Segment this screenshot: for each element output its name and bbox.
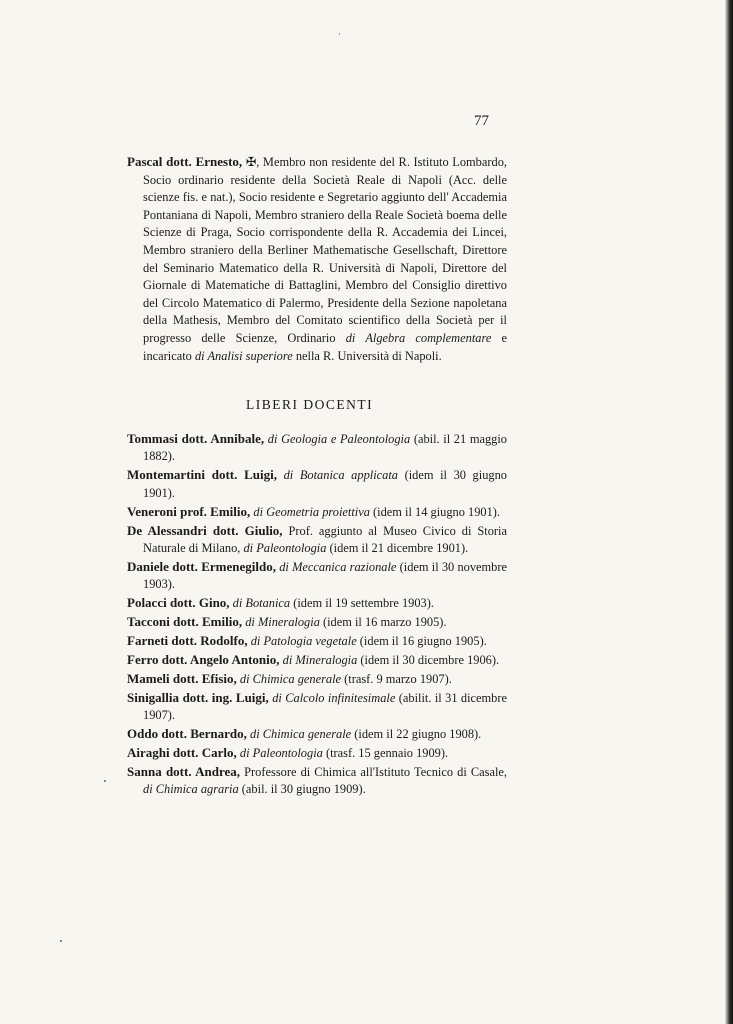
docente-name: Polacci dott. Gino, bbox=[127, 595, 230, 611]
docente-entry bbox=[127, 594, 507, 612]
docente-entry bbox=[127, 522, 507, 558]
docente-date: (idem il 21 dicembre 1901). bbox=[326, 540, 469, 555]
docente-entry bbox=[127, 632, 507, 650]
docente-subject: di Paleontologia bbox=[239, 745, 323, 760]
speck bbox=[104, 780, 106, 782]
docente-subject: di Chimica agraria bbox=[143, 782, 239, 797]
docente-date: (idem il 30 novembre 1903). bbox=[143, 559, 507, 592]
docente-entry bbox=[127, 503, 507, 521]
docente-date: (abilit. il 31 dicembre 1907). bbox=[143, 690, 508, 723]
docente-subject: di Botanica applicata bbox=[283, 468, 398, 483]
main-entry bbox=[127, 153, 507, 365]
entry-text: e incaricato bbox=[143, 330, 507, 363]
section-title: LIBERI DOCENTI bbox=[246, 397, 374, 412]
docente-entry bbox=[127, 763, 507, 799]
docente-date: (idem il 16 marzo 1905). bbox=[319, 615, 447, 630]
entry-text: nella R. Università di Napoli. bbox=[292, 348, 442, 363]
entry-subject: di Algebra complementare bbox=[345, 330, 492, 345]
docente-subject: di Paleontologia bbox=[243, 540, 327, 555]
docente-date: (idem il 16 giugno 1905). bbox=[356, 633, 487, 648]
docente-date: (idem il 22 giugno 1908). bbox=[351, 727, 482, 741]
docente-name: Daniele dott. Ermenegildo, bbox=[127, 558, 276, 574]
docente-subject: di Mineralogia bbox=[282, 652, 358, 667]
entry-name: Pascal dott. Ernesto, bbox=[127, 154, 243, 169]
docente-date: (idem il 30 dicembre 1906). bbox=[357, 652, 500, 667]
docente-name: Sanna dott. Andrea, bbox=[127, 763, 241, 779]
docente-subject: di Chimica generale bbox=[250, 727, 352, 741]
docente-entry bbox=[127, 670, 507, 688]
page-binding-edge bbox=[725, 0, 733, 1024]
docente-subject: di Patologia vegetale bbox=[250, 633, 357, 648]
entry-text: , Membro non residente del R. Istituto Lombardo, Socio ordinario residente della Società Reale di Napoli (Acc. delle scienze fis. e nat.), Socio residente e Segretario aggiunto dell' Accademia Pontaniana di Napoli, Membro straniero della Reale Società boema delle Scienze di Praga, Socio corrispondente della R. Accademia dei Lincei, Membro straniero della Berliner Mathematische Gesellschaft, Direttore del Seminario Matematico della R. Università di Napoli, Direttore del Giornale di Matematiche di Battaglini, Membro del Consiglio direttivo del Circolo Matematico di Palermo, Presidente della Sezione napoletana della Mathesis, Membro del Comitato scientifico della Società per il progresso delle Scienze, Ordinario bbox=[143, 155, 507, 345]
docente-name: Sinigallia dott. ing. Luigi, bbox=[127, 689, 269, 705]
docente-date: (idem il 14 giugno 1901). bbox=[369, 504, 501, 519]
docente-date: (abil. il 21 maggio 1882). bbox=[143, 432, 507, 464]
docente-subject: di Botanica bbox=[232, 596, 291, 611]
docente-name: Mameli dott. Efisio, bbox=[127, 670, 237, 686]
docente-subject: di Meccanica razionale bbox=[279, 559, 397, 574]
docente-date: (trasf. 9 marzo 1907). bbox=[341, 671, 452, 686]
docente-subject: di Mineralogia bbox=[245, 615, 320, 630]
docente-name: Montemartini dott. Luigi, bbox=[127, 467, 277, 483]
docente-entry bbox=[127, 613, 507, 631]
docente-date: (idem il 30 giugno 1901). bbox=[143, 468, 507, 500]
docente-entry bbox=[127, 744, 507, 762]
page-number: 77 bbox=[474, 113, 489, 129]
entry-subject: di Analisi superiore bbox=[194, 348, 293, 363]
docente-subject: di Chimica generale bbox=[239, 671, 342, 686]
docente-entry bbox=[127, 651, 507, 669]
docente-date: (idem il 19 settembre 1903). bbox=[290, 596, 434, 611]
docente-date: (trasf. 15 gennaio 1909). bbox=[322, 745, 449, 760]
docente-name: Farneti dott. Rodolfo, bbox=[127, 632, 248, 648]
docente-position: Prof. aggiunto al Museo Civico di Storia Naturale di Milano, bbox=[143, 523, 507, 555]
docente-name: Veneroni prof. Emilio, bbox=[127, 503, 251, 519]
docente-subject: di Calcolo infinitesimale bbox=[272, 690, 396, 705]
docente-subject: di Geologia e Paleontologia bbox=[267, 432, 411, 446]
docente-entry bbox=[127, 725, 507, 743]
docente-name: Tommasi dott. Annibale, bbox=[127, 431, 265, 446]
top-mark: · bbox=[338, 30, 341, 40]
docente-name: Oddo dott. Bernardo, bbox=[127, 726, 247, 741]
docente-position: Professore di Chimica all'Istituto Tecnico di Casale, bbox=[240, 764, 508, 779]
speck bbox=[60, 940, 62, 942]
docente-entry bbox=[127, 689, 507, 725]
docente-subject: di Geometria proiettiva bbox=[253, 504, 370, 519]
docenti-list bbox=[127, 430, 507, 799]
docente-name: Airaghi dott. Carlo, bbox=[127, 744, 237, 760]
decoration-icon: ✠ bbox=[245, 155, 257, 169]
docente-entry bbox=[127, 558, 507, 594]
docente-name: De Alessandri dott. Giulio, bbox=[127, 522, 283, 538]
docente-name: Tacconi dott. Emilio, bbox=[127, 614, 243, 630]
docente-name: Ferro dott. Angelo Antonio, bbox=[127, 651, 280, 667]
docente-date: (abil. il 30 giugno 1909). bbox=[238, 782, 366, 797]
docente-entry bbox=[127, 430, 507, 466]
docente-entry bbox=[127, 466, 507, 502]
